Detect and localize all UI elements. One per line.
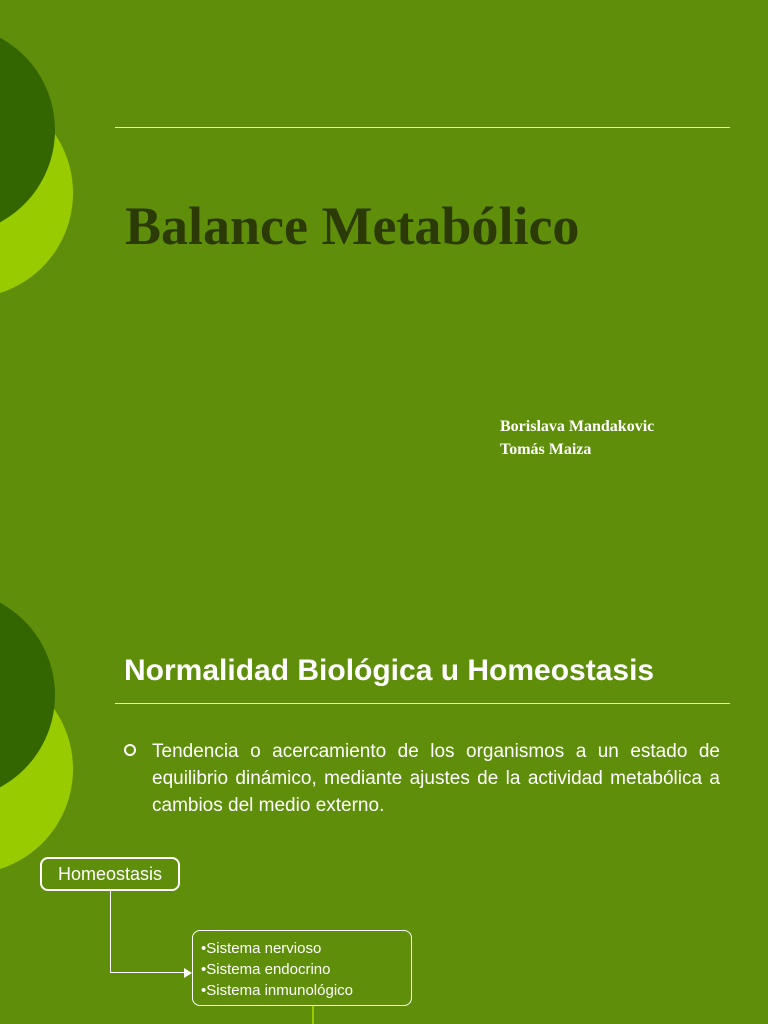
homeostasis-node — [40, 857, 180, 891]
connector-line — [312, 1006, 314, 1024]
node-label: Homeostasis — [57, 863, 163, 884]
system-item: •Sistema nervioso — [201, 940, 322, 957]
connector-line — [110, 972, 186, 973]
author-name: Borislava Mandakovic — [500, 418, 655, 435]
slide-2 — [0, 512, 768, 1024]
title-divider — [115, 127, 730, 128]
connector-line — [110, 891, 111, 973]
bullet-item — [124, 738, 720, 819]
author-list — [500, 415, 654, 461]
system-item: •Sistema endocrino — [201, 961, 331, 978]
slide-title: Balance Metabólico — [125, 196, 580, 256]
title-divider — [115, 703, 730, 704]
author-name: Tomás Maiza — [500, 441, 592, 458]
circle-bullet-icon — [124, 744, 136, 756]
bullet-text: Tendencia o acercamiento de los organismos a un estado de equilibrio dinámico, mediante ajustes de la actividad metabólica a cambios del medio externo. — [152, 741, 720, 816]
systems-node — [192, 930, 412, 1006]
arrow-right-icon — [184, 968, 192, 978]
slide-title: Normalidad Biológica u Homeostasis — [124, 654, 655, 687]
system-item: •Sistema inmunológico — [201, 982, 353, 999]
